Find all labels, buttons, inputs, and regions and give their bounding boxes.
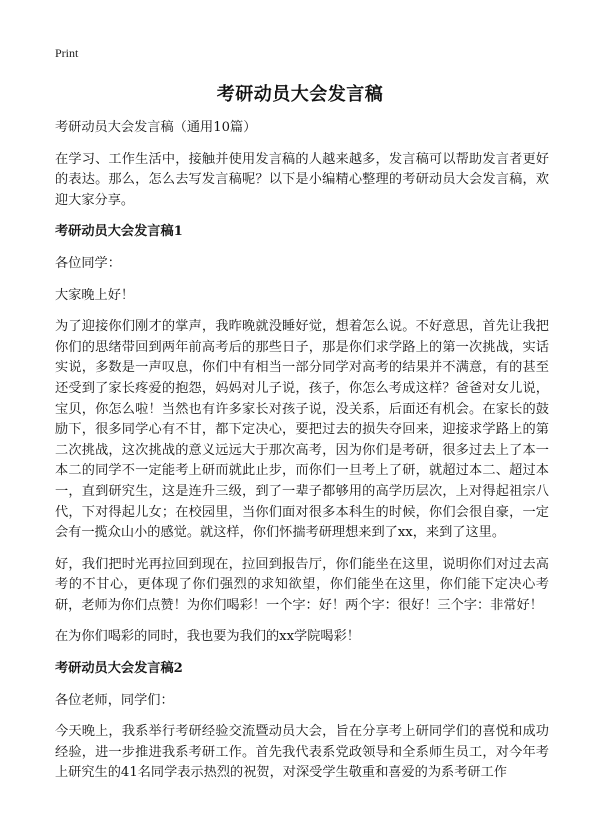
- section-heading-1: 考研动员大会发言稿1: [55, 224, 183, 240]
- page-title: 考研动员大会发言稿: [216, 84, 384, 105]
- section-1-paragraph: 好，我们把时光再拉回到现在，拉回到报告厅，你们能坐在这里，说明你们对过去高考的不甘心，更体现了你们强烈的求知欲望，你们能坐在这里，你们能下定决心考研，老师为你们点赞！为你们喝彩！一个字：好！两个字：很好！三个字：非常好！: [55, 556, 549, 613]
- section-1-paragraph: 各位同学：: [55, 255, 121, 271]
- section-1-paragraph: 在为你们喝彩的同时，我也要为我们的xx学院喝彩！: [55, 629, 360, 645]
- article-body: [55, 118, 549, 795]
- print-link[interactable]: Print: [55, 46, 79, 60]
- intro-paragraph: 在学习、工作生活中，接触并使用发言稿的人越来越多，发言稿可以帮助发言者更好的表达。那么，怎么去写发言稿呢？以下是小编精心整理的考研动员大会发言稿，欢迎大家分享。: [55, 151, 549, 208]
- section-2-paragraph: 今天晚上，我系举行考研经验交流暨动员大会，旨在分享考上研同学们的喜悦和成功经验，进一步推进我系考研工作。首先我代表系党政领导和全系师生员工，对今年考上研究生的41名同学表示热烈的祝贺，对深受学生敬重和喜爱的为系考研工作: [55, 724, 549, 781]
- section-2-paragraph: 各位老师，同学们：: [55, 692, 174, 708]
- section-1-paragraph: 大家晚上好！: [55, 287, 135, 303]
- article-subtitle: 考研动员大会发言稿（通用10篇）: [55, 120, 257, 135]
- section-heading-2: 考研动员大会发言稿2: [55, 661, 183, 677]
- section-1-paragraph: 为了迎接你们刚才的掌声，我昨晚就没睡好觉，想着怎么说。不好意思，首先让我把你们的思绪带回到两年前高考后的那些日子，那是你们求学路上的第一次挑战，实话实说，多数是一声叹息，你们中有相当一部分同学对高考的结果并不满意，有的甚至还受到了家长疼爱的抱怨，妈妈对儿子说，孩子，你怎么考成这样？爸爸对女儿说，宝贝，你怎么啦！当然也有许多家长对孩子说，没关系，后面还有机会。在家长的鼓励下，很多同学心有不甘，都下定决心，要把过去的损失夺回来，迎接求学路上的第二次挑战，这次挑战的意义远远大于那次高考，因为你们是考研，很多过去上了本一本二的同学不一定能考上研而就此止步，而你们一旦考上了研，就超过本二、超过本一，直到研究生，这是连升三级，到了一辈子都够用的高学历层次，上对得起祖宗八代，下对得起儿女；在校园里，当你们面对很多本科生的时候，你们会很自豪，一定会有一揽众山小的感觉。就这样，你们怀揣考研理想来到了xx，来到了这里。: [55, 319, 549, 541]
